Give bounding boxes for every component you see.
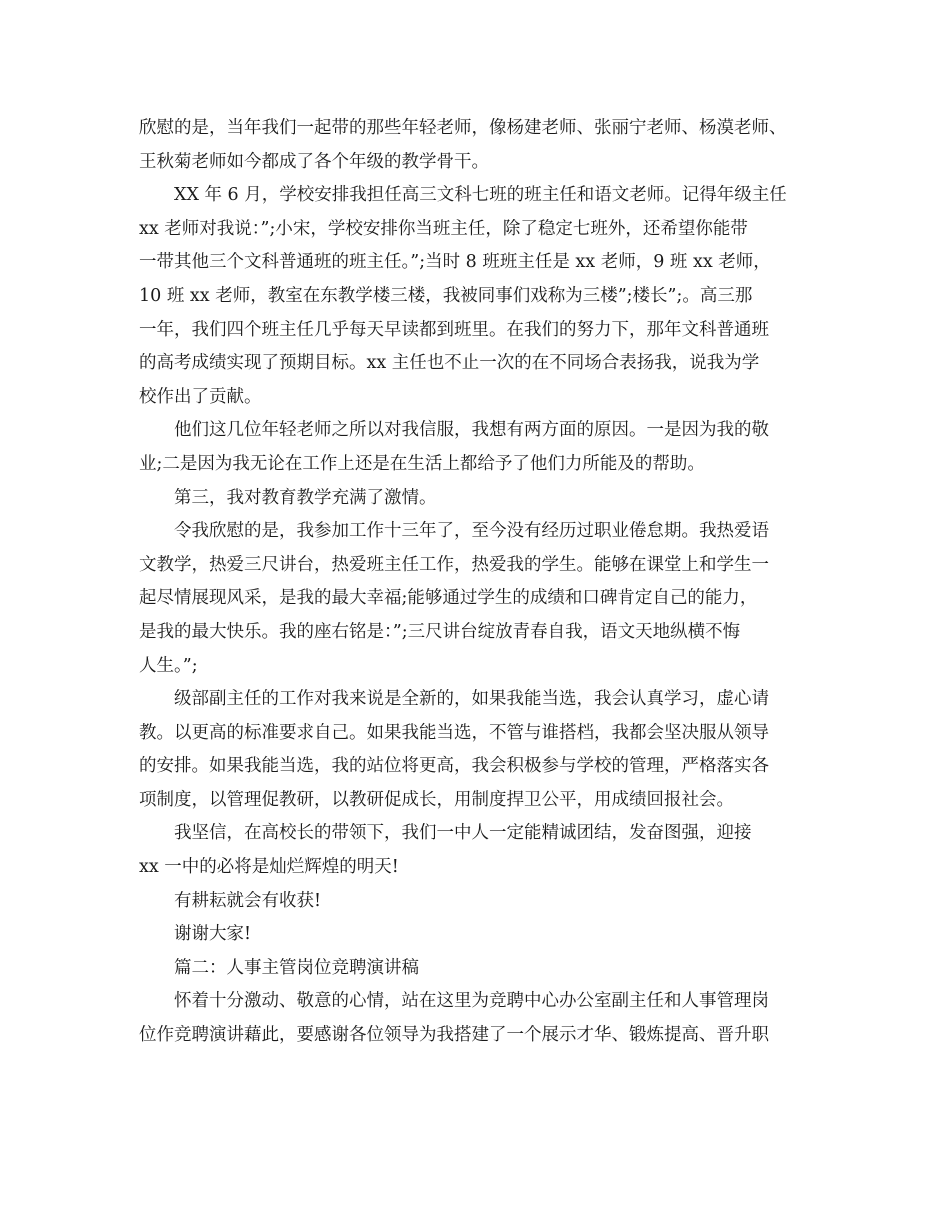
text-line: 我坚信，在高校长的带领下，我们一中人一定能精诚团结，发奋图强，迎接 xyxy=(174,823,752,844)
text-line: 第三，我对教育教学充满了激情。 xyxy=(174,487,437,508)
text-line: XX 年 6 月，学校安排我担任高三文科七班的班主任和语文老师。记得年级主任 xyxy=(174,185,787,206)
text-line: 校作出了贡献。 xyxy=(139,386,262,407)
text-line: 业;二是因为我无论在工作上还是在生活上都给予了他们力所能及的帮助。 xyxy=(139,453,705,474)
text-line: 令我欣慰的是，我参加工作十三年了，至今没有经历过职业倦怠期。我热爱语 xyxy=(174,521,769,542)
text-line: 谢谢大家! xyxy=(174,924,252,945)
text-line: 位作竞聘演讲藉此，要感谢各位领导为我搭建了一个展示才华、锻炼提高、晋升职 xyxy=(139,1025,769,1046)
text-line: 王秋菊老师如今都成了各个年级的教学骨干。 xyxy=(139,151,489,172)
text-line: xx 一中的必将是灿烂辉煌的明天! xyxy=(139,857,399,878)
text-line: 一带其他三个文科普通班的班主任。”;当时 8 班班主任是 xx 老师，9 班 xx 老师， xyxy=(139,252,771,273)
text-line: xx 老师对我说：”;小宋，学校安排你当班主任，除了稳定七班外，还希望你能带 xyxy=(139,218,748,239)
text-line: 有耕耘就会有收获! xyxy=(174,890,322,911)
text-line: 教。以更高的标准要求自己。如果我能当选，不管与谁搭档，我都会坚决服从领导 xyxy=(139,722,769,743)
text-line: 怀着十分激动、敬意的心情，站在这里为竞聘中心办公室副主任和人事管理岗 xyxy=(174,991,769,1012)
text-line: 起尽情展现风采，是我的最大幸福;能够通过学生的成绩和口碑肯定自己的能力， xyxy=(139,588,758,609)
text-line: 的安排。如果我能当选，我的站位将更高，我会积极参与学校的管理，严格落实各 xyxy=(139,756,769,777)
text-line: 一年，我们四个班主任几乎每天早读都到班里。在我们的努力下，那年文科普通班 xyxy=(139,319,769,340)
text-line: 级部副主任的工作对我来说是全新的，如果我能当选，我会认真学习，虚心请 xyxy=(174,689,769,710)
section-heading: 篇二：人事主管岗位竞聘演讲稿 xyxy=(174,957,419,978)
text-line: 项制度，以管理促教研，以教研促成长，用制度捍卫公平，用成绩回报社会。 xyxy=(139,789,734,810)
text-line: 他们这几位年轻老师之所以对我信服，我想有两方面的原因。一是因为我的敬 xyxy=(174,420,769,441)
text-line: 的高考成绩实现了预期目标。xx 主任也不止一次的在不同场合表扬我，说我为学 xyxy=(139,353,760,374)
text-line: 文教学，热爱三尺讲台，热爱班主任工作，热爱我的学生。能够在课堂上和学生一 xyxy=(139,554,769,575)
document-body xyxy=(139,112,819,1053)
text-line: 是我的最大快乐。我的座右铭是：”;三尺讲台绽放青春自我，语文天地纵横不悔 xyxy=(139,621,741,642)
text-line: 10 班 xx 老师，教室在东教学楼三楼，我被同事们戏称为三楼”;楼长”;。高三那 xyxy=(139,285,753,306)
text-line: 欣慰的是，当年我们一起带的那些年轻老师，像杨建老师、张丽宁老师、杨漠老师、 xyxy=(139,118,787,138)
text-line: 人生。”; xyxy=(139,655,198,676)
